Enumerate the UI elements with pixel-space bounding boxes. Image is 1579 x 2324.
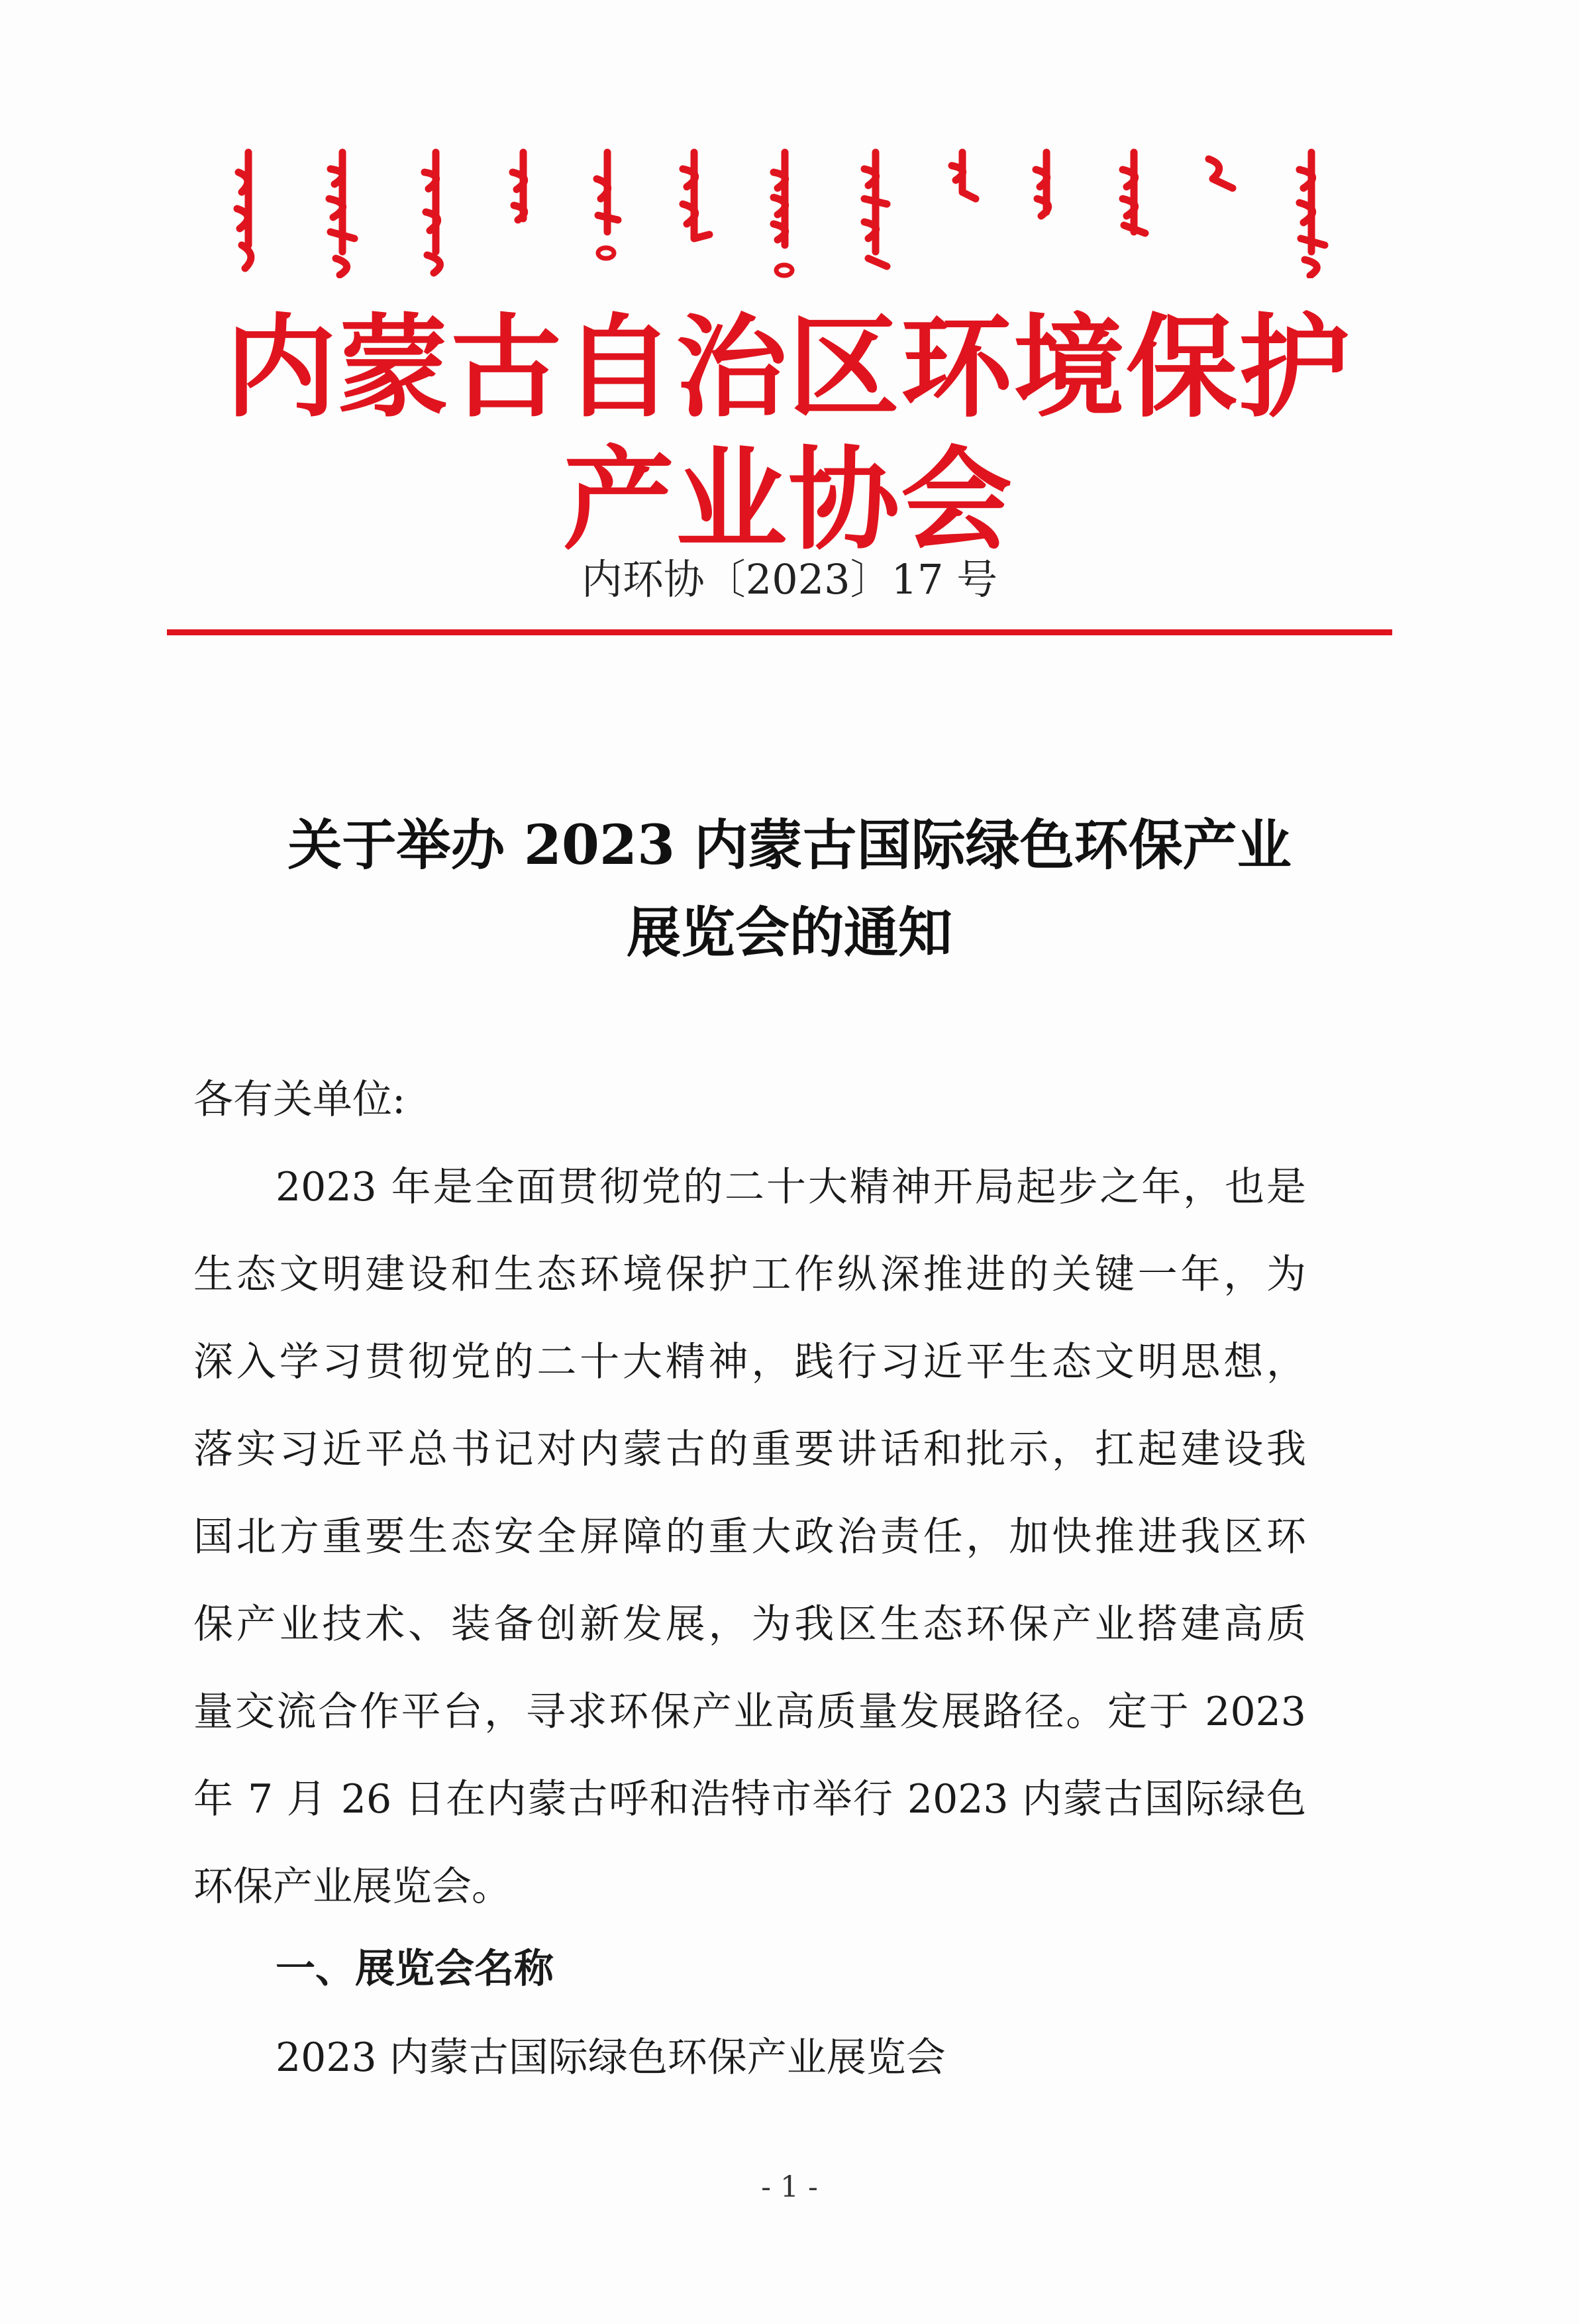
section-1-heading: 一、展览会名称 [276,1946,554,1992]
mongolian-word-1 [225,146,272,278]
mongolian-word-11 [1111,146,1157,245]
paragraph-line: 落实习近平总书记对内蒙古的重要讲话和批示，扛起建设我 [193,1426,1306,1473]
notice-title [0,802,1579,977]
page-number: - 1 - [761,2170,818,2204]
exhibition-name: 2023 内蒙古国际绿色环保产业展览会 [276,2034,946,2081]
mongolian-word-3 [413,146,459,278]
paragraph-line: 量交流合作平台，寻求环保产业高质量发展路径。定于 2023 [193,1689,1306,1735]
paragraph-line: 保产业技术、装备创新发展，为我区生态环保产业搭建高质 [193,1601,1306,1648]
mongolian-word-8 [852,146,899,278]
mongolian-script-logotype [225,146,1338,285]
mongolian-word-10 [1027,146,1066,232]
notice-title-line-2: 展览会的通知 [626,901,952,965]
paragraph-line: 环保产业展览会。 [193,1864,511,1910]
paragraph-line: 年 7 月 26 日在内蒙古呼和浩特市举行 2023 内蒙古国际绿色 [193,1776,1306,1822]
red-divider-line [167,629,1392,635]
mongolian-word-4 [503,146,543,232]
mongolian-word-9 [942,146,982,212]
paragraph-line: 生态文明建设和生态环境保护工作纵深推进的关键一年，为 [193,1251,1306,1298]
paragraph-line: 国北方重要生态安全屏障的重大政治责任，加快推进我区环 [193,1514,1306,1560]
organization-name: 内蒙古自治区环境保护产业协会 [225,303,1351,565]
paragraph-line: 2023 年是全面贯彻党的二十大精神开局起步之年，也是 [276,1164,1306,1210]
paragraph-line: 深入学习贯彻党的二十大精神，践行习近平生态文明思想， [193,1339,1306,1385]
notice-title-line-1: 关于举办 2023 内蒙古国际绿色环保产业 [287,814,1292,877]
document-number: 内环协〔2023〕17 号 [581,555,998,604]
mongolian-word-12 [1201,146,1241,212]
salutation: 各有关单位: [193,1077,406,1123]
mongolian-word-7 [762,146,808,285]
mongolian-word-13 [1285,146,1338,278]
mongolian-word-6 [671,146,717,245]
mongolian-word-5 [587,146,627,265]
mongolian-word-2 [316,146,369,278]
